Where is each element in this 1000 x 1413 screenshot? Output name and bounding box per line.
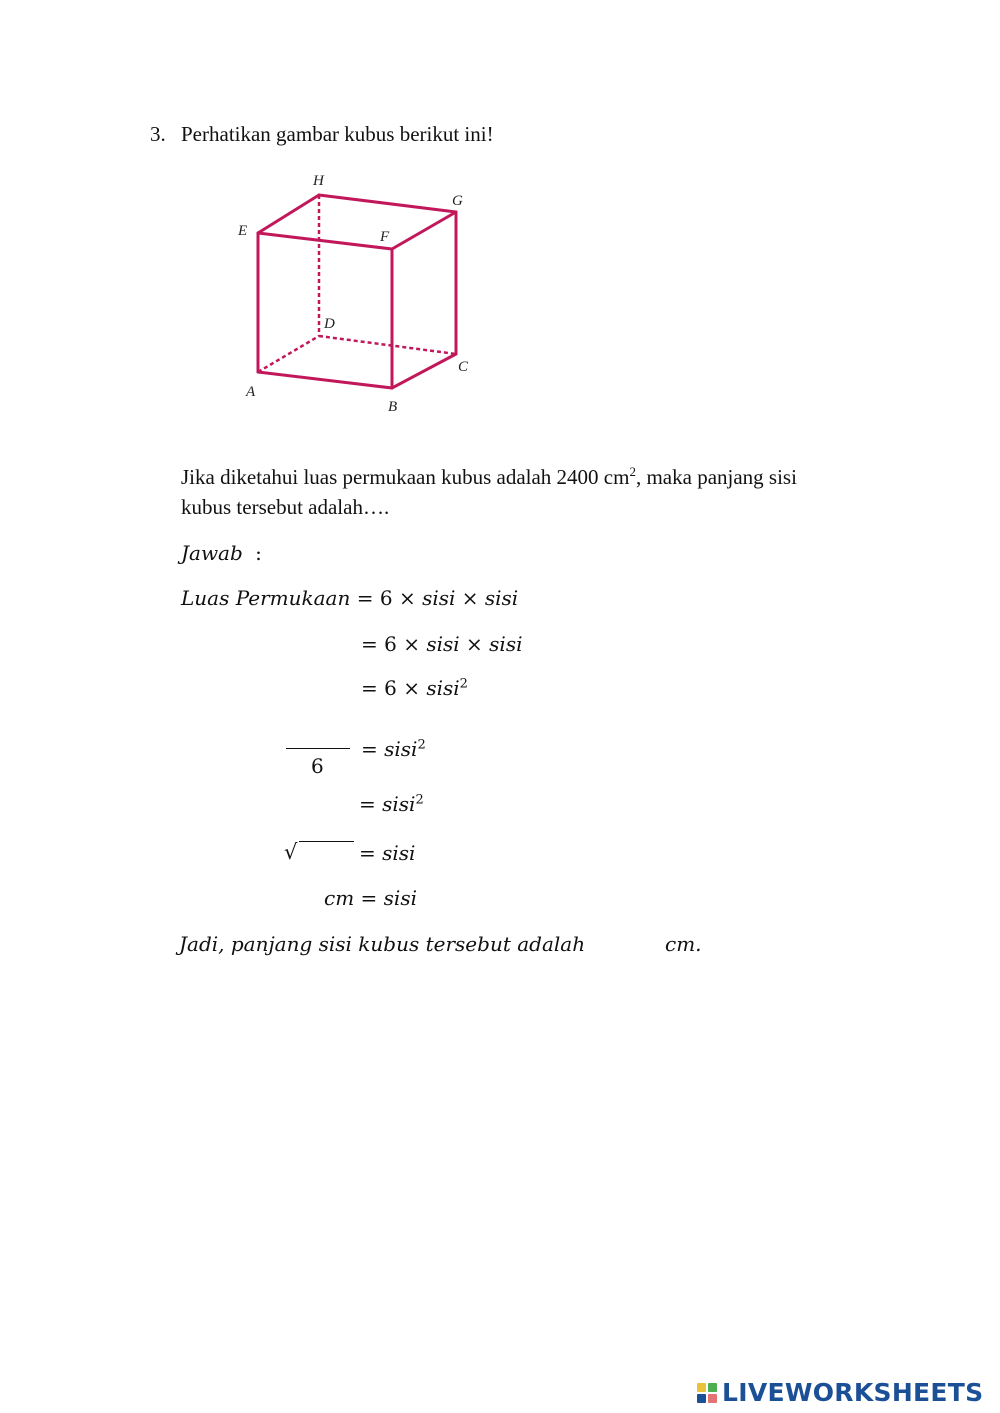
solution-line-1 [181,586,518,610]
conclusion-unit: cm. [665,932,702,956]
vertex-label-d: D [324,316,335,332]
fraction-bar [286,748,350,749]
logo-text: LIVEWORKSHEETS [722,1378,984,1407]
sqrt-answer-input[interactable] [300,843,358,871]
edge-ad [258,336,319,372]
solution-line-4 [361,737,426,761]
logo-square [708,1394,717,1403]
vertex-label-b: B [388,399,398,415]
solution-line-7 [324,886,417,910]
square-root-bar [299,841,354,842]
final-answer-input[interactable] [612,930,666,960]
solution-line-5 [359,792,424,816]
square-root-sign: √ [284,840,298,864]
fraction-denominator: 6 [311,754,324,778]
times-sign: × [398,586,416,610]
times-sign: × [403,676,420,700]
coef-six: 6 [384,632,397,656]
times-sign: × [461,586,479,610]
sisi-term: sisi [384,737,418,761]
edge-he [258,195,319,233]
equals-sign: = [360,886,378,910]
edge-fg [392,212,456,249]
sisi-term: sisi [422,586,456,610]
logo-square [697,1394,706,1403]
equals-sign: = [361,676,378,700]
question-number: 3. [150,122,166,146]
solution-line-2 [361,632,522,656]
sisi-term: sisi [383,886,417,910]
sisi-term: sisi [484,586,519,610]
equals-sign: = [356,586,374,610]
edge-ab [258,372,392,388]
sisi-term: sisi [382,841,416,865]
question-text-line2: kubus tersebut adalah…. [181,495,390,519]
liveworksheets-logo [697,1378,983,1407]
solution-line-6 [359,841,415,865]
logo-square [708,1383,717,1392]
coef-six: 6 [379,586,393,610]
sisi-term: sisi [426,632,460,656]
equals-sign: = [359,841,376,865]
edge-ef [258,233,392,249]
step5-answer-input[interactable] [280,791,358,819]
times-sign: × [466,632,483,656]
jawab-label [181,541,262,565]
vertex-label-a: A [246,384,256,400]
question-superscript: 2 [629,464,636,479]
sisi-term: sisi [382,792,416,816]
conclusion-text: Jadi, panjang sisi kubus tersebut adalah [179,932,586,956]
question-title: Perhatikan gambar kubus berikut ini! [181,122,494,146]
exponent-two: 2 [415,792,424,808]
jawab-colon: : [255,541,262,565]
unit-cm: cm [324,886,355,910]
equals-sign: = [359,792,376,816]
step7-answer-input[interactable] [268,886,326,914]
exponent-two: 2 [459,676,468,692]
equals-sign: = [361,737,378,761]
times-sign: × [403,632,420,656]
edge-dc [319,336,456,354]
equals-sign: = [361,632,378,656]
coef-six: 6 [384,676,397,700]
sisi-term: sisi [426,676,460,700]
numerator-answer-input[interactable] [286,722,354,748]
cube-figure [232,168,482,428]
jawab-text: Jawab [181,541,243,565]
vertex-label-e: E [238,223,248,239]
edge-bc [392,354,456,388]
vertex-label-h: H [313,173,324,189]
question-text-cont: , maka panjang sisi [635,465,797,489]
solution-line-3 [361,676,468,700]
question-text: Jika diketahui luas permukaan kubus adalah 2400 cm [181,465,630,489]
question-paragraph [181,462,797,522]
vertex-label-f: F [380,229,390,245]
edge-gh [319,195,456,212]
vertex-label-c: C [458,359,469,375]
logo-square [697,1383,706,1392]
luas-permukaan-label: Luas Permukaan [181,586,351,610]
vertex-label-g: G [452,193,463,209]
cube-diagram [232,168,482,428]
exponent-two: 2 [417,737,426,753]
sisi-term: sisi [489,632,523,656]
logo-icon [697,1383,717,1403]
